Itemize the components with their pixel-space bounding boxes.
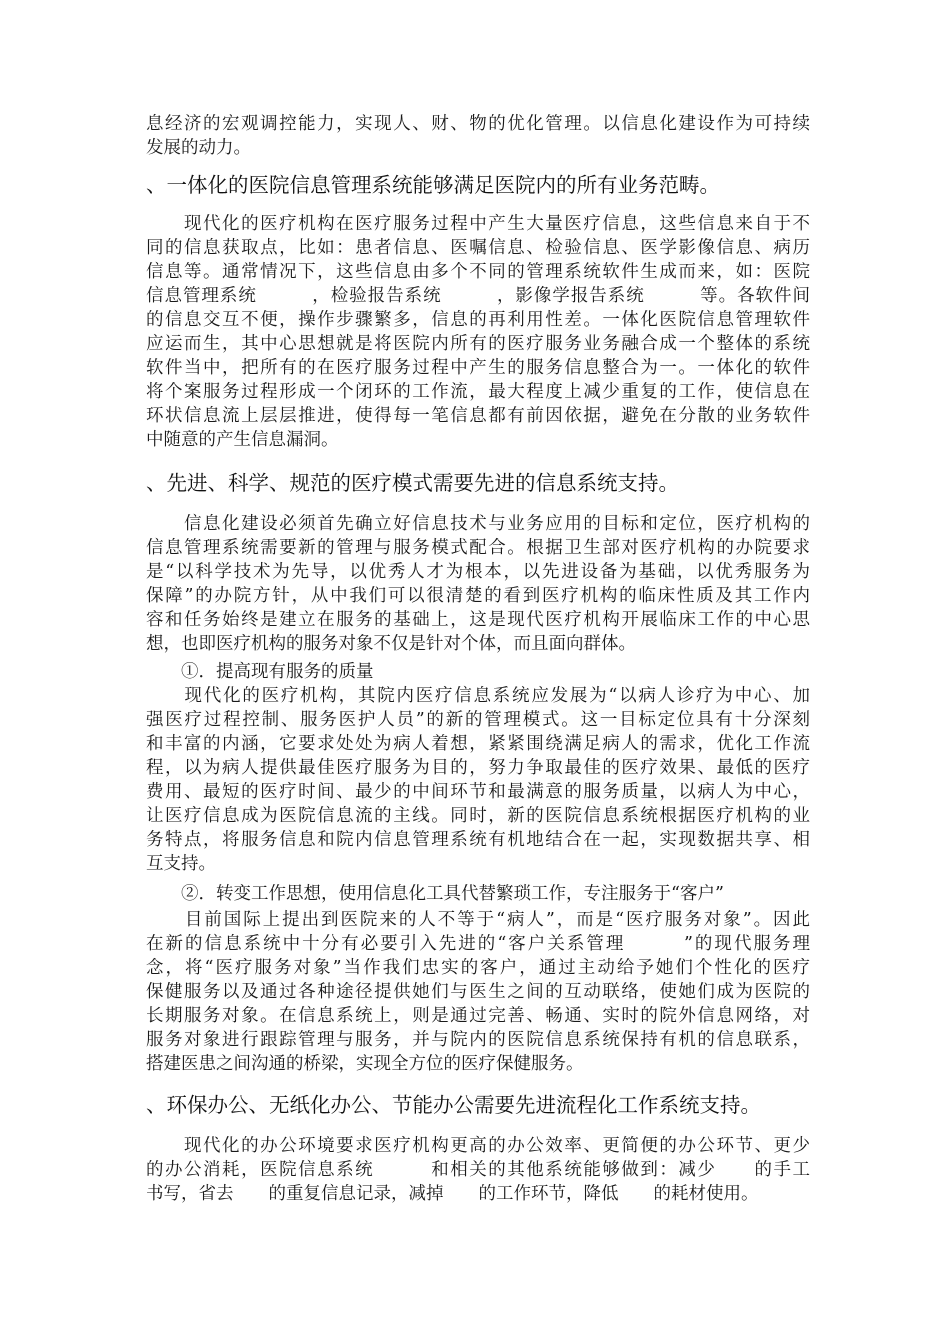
body-line: 同的信息获取点，比如：患者信息、医嘱信息、检验信息、医学影像信息、病历 [146,238,810,258]
body-line: 应运而生，其中心思想就是将医院内所有的医疗服务业务融合成一个整体的系统 [146,334,810,354]
body-line: 费用、最短的医疗时间、最少的中间环节和最满意的服务质量，以病人为中心， [146,782,810,802]
body-line: 在新的信息系统中十分有必要引入先进的“客户关系管理 ”的现代服务理 [146,934,810,954]
body-line: 将个案服务过程形成一个闭环的工作流，最大程度上减少重复的工作，使信息在 [146,382,810,402]
body-line: 环状信息流上层层推进，使得每一笔信息都有前因依据，避免在分散的业务软件 [146,406,810,426]
body-line: 的办公消耗，医院信息系统 和相关的其他系统能够做到：减少 的手工 [146,1160,810,1180]
body-line: 是“以科学技术为先导，以优秀人才为根本，以先进设备为基础，以优秀服务为 [146,562,810,582]
section-heading: 、先进、科学、规范的医疗模式需要先进的信息系统支持。 [146,471,679,495]
body-line: 的信息交互不便，操作步骤繁多，信息的再利用性差。一体化医院信息管理软件 [146,310,810,330]
section-heading: 、一体化的医院信息管理系统能够满足医院内的所有业务范畴。 [146,173,720,197]
body-line: 目前国际上提出到医院来的人不等于“病人”，而是“医疗服务对象”。因此 [146,910,810,930]
body-line: 程，以为病人提供最佳医疗服务为目的，努力争取最佳的医疗效果、最低的医疗 [146,758,810,778]
body-line: 信息化建设必须首先确立好信息技术与业务应用的目标和定位，医疗机构的 [146,514,810,534]
body-line: 强医疗过程控制、服务医护人员”的新的管理模式。这一目标定位具有十分深刻 [146,710,810,730]
body-line: 软件当中，把所有的在医疗服务过程中产生的服务信息整合为一。一体化的软件 [146,358,810,378]
body-line: 发展的动力。 [146,138,251,158]
body-line: 想，也即医疗机构的服务对象不仅是针对个体，而且面向群体。 [146,634,636,654]
body-line: 信息管理系统 ，检验报告系统 ，影像学报告系统 等。各软件间 [146,286,810,306]
body-line: 息经济的宏观调控能力，实现人、财、物的优化管理。以信息化建设作为可持续 [146,114,810,134]
body-line: 念，将“医疗服务对象”当作我们忠实的客户，通过主动给予她们个性化的医疗 [146,958,810,978]
list-item-title: ②．转变工作思想，使用信息化工具代替繁琐工作，专注服务于“客户” [146,884,724,904]
body-line: 和丰富的内涵，它要求处处为病人着想，紧紧围绕满足病人的需求，优化工作流 [146,734,810,754]
body-line: 书写，省去 的重复信息记录，减掉 的工作环节，降低 的耗材使用。 [146,1184,759,1204]
body-line: 现代化的医疗机构，其院内医疗信息系统应发展为“以病人诊疗为中心、加 [146,686,810,706]
body-line: 保障”的办院方针，从中我们可以很清楚的看到医疗机构的临床性质及其工作内 [146,586,810,606]
body-line: 现代化的办公环境要求医疗机构更高的办公效率、更简便的办公环节、更少 [146,1136,810,1156]
body-line: 信息等。通常情况下，这些信息由多个不同的管理系统软件生成而来，如：医院 [146,262,810,282]
body-line: 容和任务始终是建立在服务的基础上，这是现代医疗机构开展临床工作的中心思 [146,610,810,630]
list-item-title: ①．提高现有服务的质量 [146,662,374,682]
body-line: 中随意的产生信息漏洞。 [146,430,339,450]
body-line: 让医疗信息成为医院信息流的主线。同时，新的医院信息系统根据医疗机构的业 [146,806,810,826]
body-line: 保健服务以及通过各种途径提供她们与医生之间的互动联络，使她们成为医院的 [146,982,810,1002]
body-line: 互支持。 [146,854,216,874]
body-line: 搭建医患之间沟通的桥梁，实现全方位的医疗保健服务。 [146,1054,584,1074]
section-heading: 、环保办公、无纸化办公、节能办公需要先进流程化工作系统支持。 [146,1093,761,1117]
body-line: 务特点，将服务信息和院内信息管理系统有机地结合在一起，实现数据共享、相 [146,830,810,850]
body-line: 服务对象进行跟踪管理与服务，并与院内的医院信息系统保持有机的信息联系， [146,1030,810,1050]
body-line: 长期服务对象。在信息系统上，则是通过完善、畅通、实时的院外信息网络，对 [146,1006,810,1026]
body-line: 信息管理系统需要新的管理与服务模式配合。根据卫生部对医疗机构的办院要求 [146,538,810,558]
body-line: 现代化的医疗机构在医疗服务过程中产生大量医疗信息，这些信息来自于不 [146,214,810,234]
